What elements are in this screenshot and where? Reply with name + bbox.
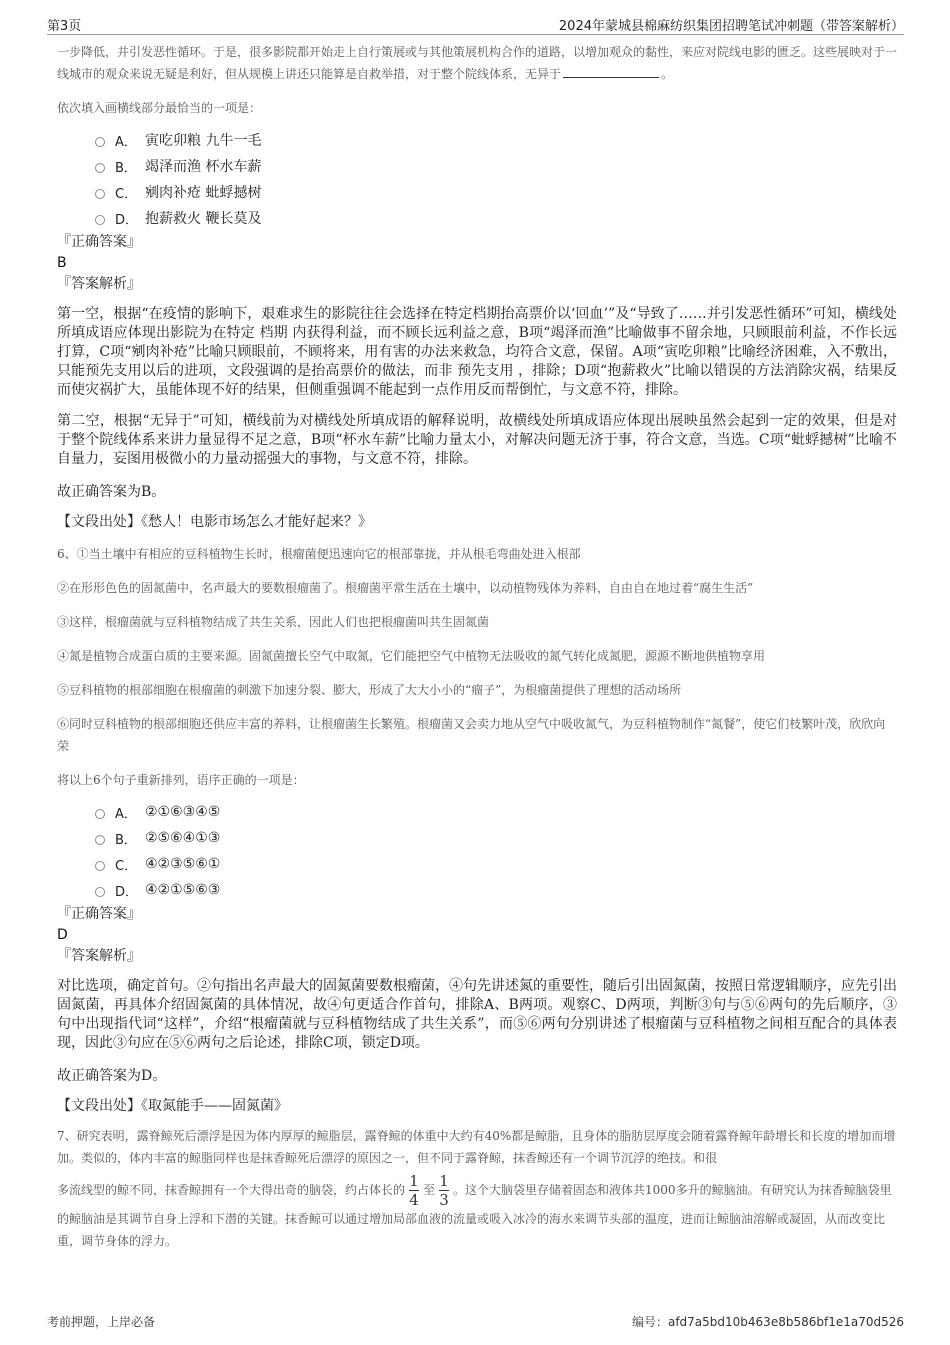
radio-icon[interactable] [95,861,105,871]
radio-icon[interactable] [95,215,105,225]
q5-correct-heading: 『正确答案』 [57,234,141,250]
q5-analysis-p2: 第二空，根据“无异于”可知，横线前为对横线处所填成语的解释说明，故横线处所填成语应体现出展映虽然会起到一定的效果，但是对于整个院线体系来讲力量显得不足之意，B项“杯水车薪”比喻力量太小，对解决问题无济于事，符合文意，当选。C项“蚍蜉撼树”比喻不自量力，妄图用极微小的力量动摇强大的事物，与文意不符，排除。 [57,413,897,467]
radio-icon[interactable] [95,887,105,897]
q6-sentence-6: ⑥同时豆科植物的根部细胞还供应丰富的养料，让根瘤菌生长繁殖。根瘤菌又会卖力地从空气中吸收氮气，为豆科植物制作“氮餐”，使它们枝繁叶茂，欣欣向荣 [57,717,886,753]
q5-option-c[interactable]: C． 剜肉补疮 蚍蜉撼树 [95,179,897,205]
footer-motto: 考前押题，上岸必备 [47,1315,156,1329]
q6-analysis-p1: 对比选项，确定首句。②句指出名声最大的固氮菌要数根瘤菌，④句先讲述氮的重要性，随后引出固氮菌，按照日常逻辑顺序，应先引出固氮菌，再具体介绍固氮菌的具体情况，故④句更适合作首句，排除A、B两项。观察C、D两项，判断③句与⑤⑥两句的先后顺序，③句中出现指代词“这样”，介绍“根瘤菌就与豆科植物结成了共生关系”，而⑤⑥两句分别讲述了根瘤菌与豆科植物之间相互配合的具体表现，因此③句应在⑤⑥两句之后论述，排除C项，锁定D项。 [57,978,897,1051]
fraction-one-quarter: $\frac{1}{4}$ [409,1172,419,1209]
q6-options [95,799,897,903]
q6-source: 【文段出处】《取氮能手——固氮菌》 [57,1098,288,1114]
radio-icon[interactable] [95,189,105,199]
radio-icon[interactable] [95,835,105,845]
q5-option-b[interactable]: B． 竭泽而渔 杯水车薪 [95,153,897,179]
page-content [57,41,897,1252]
page-header [47,14,904,35]
q5-option-a[interactable]: A． 寅吃卯粮 九牛一毛 [95,127,897,153]
q6-option-a[interactable]: A． ②①⑥③④⑤ [95,799,897,825]
q6-question: 将以上6个句子重新排列，语序正确的一项是： [57,773,305,787]
q6-sentence-1: 6、①当土壤中有相应的豆科植物生长时，根瘤菌便迅速向它的根部靠拢，并从根毛弯曲处进入根部 [57,547,581,561]
q5-source: 【文段出处】《愁人！电影市场怎么才能好起来？》 [57,514,372,530]
fraction-one-third: $\frac{1}{3}$ [439,1172,449,1209]
q6-option-d[interactable]: D． ④②①⑤⑥③ [95,877,897,903]
q6-conclusion: 故正确答案为D。 [57,1068,167,1084]
q6-sentence-4: ④氮是植物合成蛋白质的主要来源。固氮菌擅长空气中取氮，它们能把空气中植物无法吸收的氮气转化成氮肥，源源不断地供植物享用 [57,649,766,663]
q5-answer: B [57,255,67,271]
q6-option-b[interactable]: B． ②⑤⑥④①③ [95,825,897,851]
q6-sentence-5: ⑤豆科植物的根部细胞在根瘤菌的刺激下加速分裂、膨大，形成了大大小小的“瘤子”，为根瘤菌提供了理想的活动场所 [57,683,682,697]
q5-analysis-heading: 『答案解析』 [57,276,141,292]
document-title: 2024年蒙城县棉麻纺织集团招聘笔试冲刺题（带答案解析） [558,19,904,34]
q5-options [95,127,897,231]
q7-passage-2: 多流线型的鲸不同，抹香鲸拥有一个大得出奇的脑袋，约占体长的 $\frac{1}{4}$ 至 $\frac{1}{3}$ 。这个大脑袋里存储着固态和液体共1000多升的鲸脑油。有研究认为抹香鲸脑袋里的鲸脑油是其调节自身上浮和下潜的关键。抹香鲸可以通过增加局部血液的流量或吸入冰冷的海水来调节头部的温度，进而让鲸脑油溶解或凝固，从而改变比重，调节身体的浮力。 [57,1172,892,1248]
radio-icon[interactable] [95,809,105,819]
radio-icon[interactable] [95,137,105,147]
q7-passage-1: 7、研究表明，露脊鲸死后漂浮是因为体内厚厚的鲸脂层，露脊鲸的体重中大约有40%都是鲸脂，且身体的脂肪层厚度会随着露脊鲸年龄增长和长度的增加而增加。类似的，体内丰富的鲸脂同样也是抹香鲸死后漂浮的原因之一，但不同于露脊鲸，抹香鲸还有一个调节沉浮的绝技。和很 [57,1129,896,1165]
page-number: 第3页 [47,19,82,34]
radio-icon[interactable] [95,163,105,173]
q5-passage: 一步降低，并引发恶性循环。于是，很多影院都开始走上自行策展或与其他策展机构合作的道路，以增加观众的黏性，来应对院线电影的匮乏。这些展映对于一线城市的观众来说无疑是利好，但从规模上讲还只能算是自救举措，对于整个院线体系，无异于 。 [57,45,898,81]
q6-answer: D [57,927,68,943]
fill-blank [563,65,659,78]
q6-option-c[interactable]: C． ④②③⑤⑥① [95,851,897,877]
q6-sentence-2: ②在形形色色的固氮菌中，名声最大的要数根瘤菌了。根瘤菌平常生活在土壤中，以动植物残体为养料，自由自在地过着“腐生生活” [57,581,754,595]
q5-question: 依次填入画横线部分最恰当的一项是： [57,101,262,115]
page-footer [47,1313,904,1331]
q6-analysis-heading: 『答案解析』 [57,948,141,964]
q5-option-d[interactable]: D． 抱薪救火 鞭长莫及 [95,205,897,231]
q5-conclusion: 故正确答案为B。 [57,484,166,500]
q6-correct-heading: 『正确答案』 [57,906,141,922]
footer-code: 编号：afd7a5bd10b463e8b586bf1e1a70d526 [631,1315,904,1329]
q6-sentence-3: ③这样，根瘤菌就与豆科植物结成了共生关系，因此人们也把根瘤菌叫共生固氮菌 [57,615,490,629]
q5-analysis-p1: 第一空，根据“在疫情的影响下，艰难求生的影院往往会选择在特定档期抬高票价以‘回血’”及“导致了……并引发恶性循环”可知，横线处所填成语应体现出影院为在特定 档期 内获得利益，而不顾长远利益之意，B项“竭泽而渔”比喻做事不留余地，只顾眼前利益，不作长远打算，C项“剜肉补疮”比喻只顾眼前，不顾将来，用有害的办法来救急，均符合文意，保留。A项“寅吃卯粮”比喻经济困难，入不敷出，只能预先支用以后的进项，文段强调的是抬高票价的做法，而非 预先支用 ，排除；D项“抱薪救火”比喻以错误的方法消除灾祸，结果反而使灾祸扩大，虽能体现不好的结果，但侧重强调不能起到一点作用反而帮倒忙，与文意不符，排除。 [57,306,897,398]
